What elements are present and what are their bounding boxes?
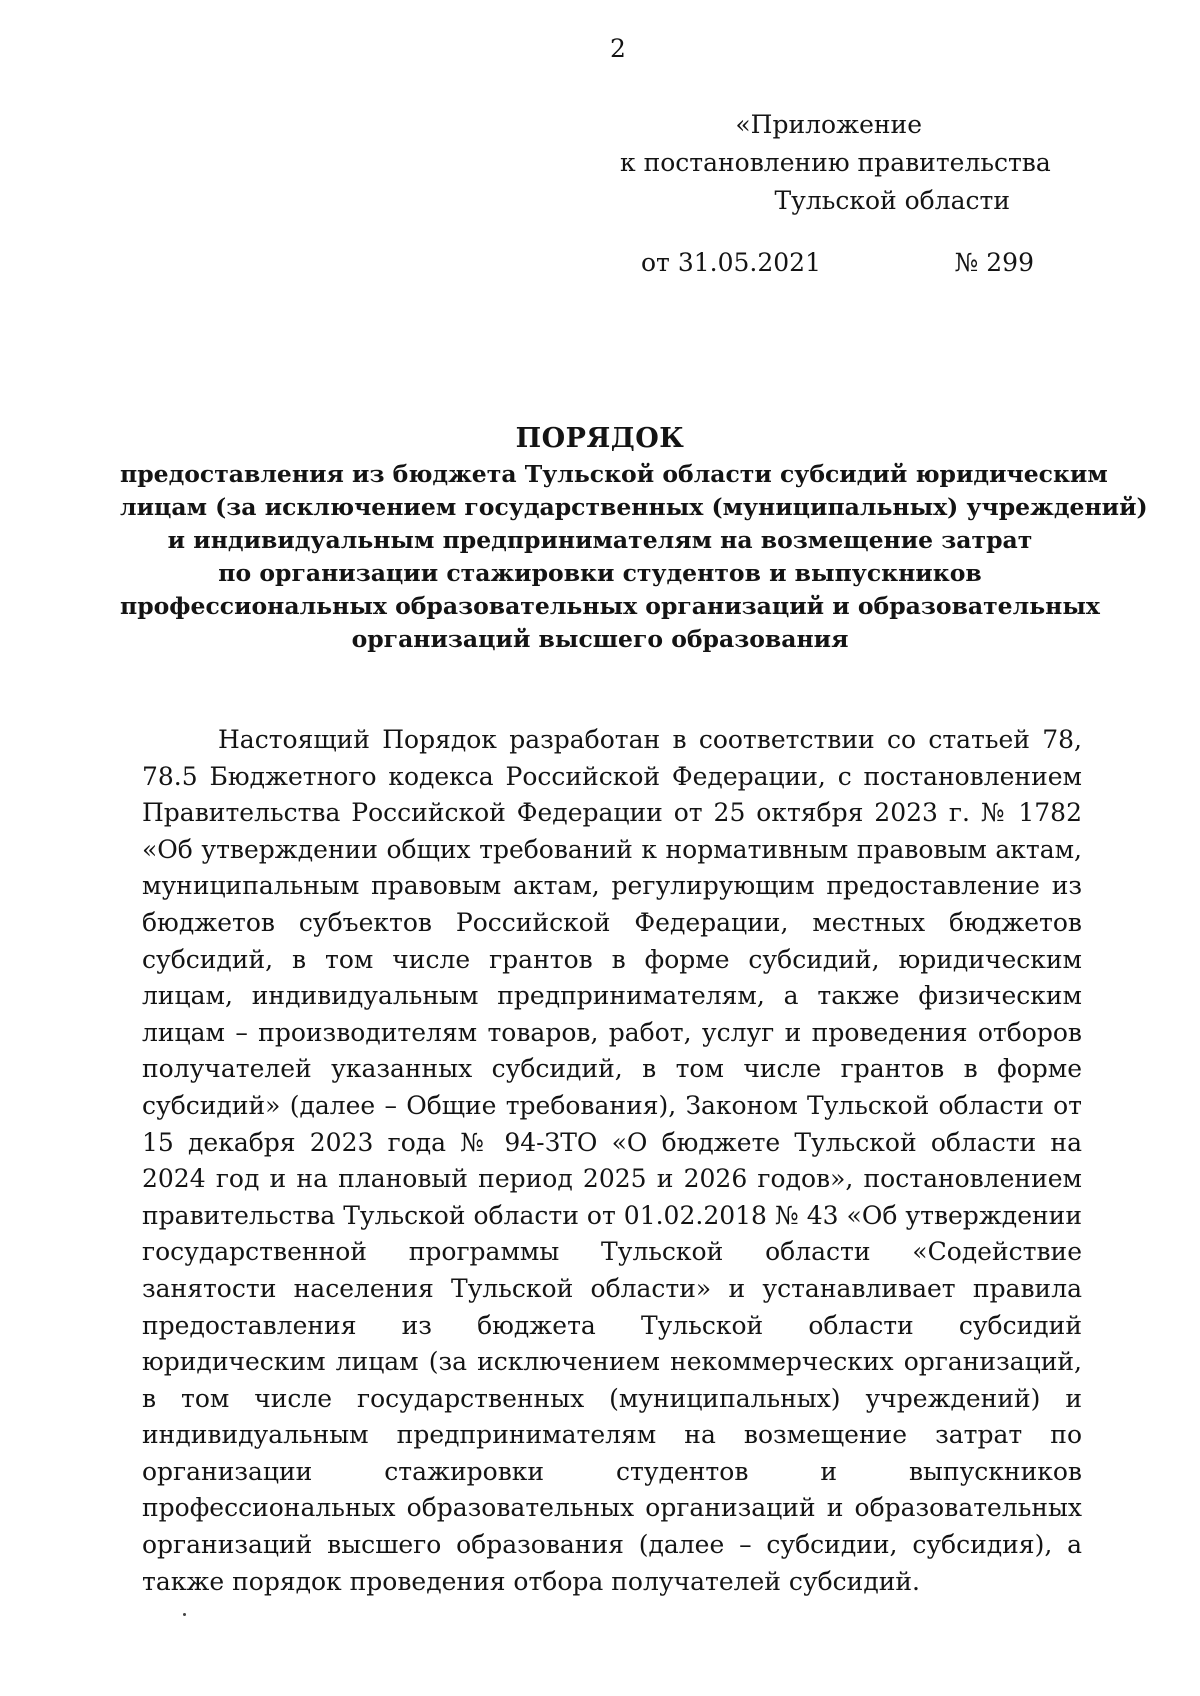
scan-speck <box>183 1613 186 1616</box>
appendix-header <box>620 106 1051 220</box>
document-title <box>120 420 1148 656</box>
appendix-line-1: «Приложение <box>735 110 922 139</box>
title-main: ПОРЯДОК <box>515 423 685 454</box>
title-line: организаций высшего образования <box>351 625 849 653</box>
title-line: профессиональных образовательных организаций и образовательных <box>120 592 1100 620</box>
appendix-line-3: Тульской области <box>774 186 1010 215</box>
title-line: лицам (за исключением государственных (муниципальных) учреждений) <box>120 493 1148 521</box>
title-line: по организации стажировки студентов и выпускников <box>218 559 982 587</box>
page-number: 2 <box>610 34 626 63</box>
title-line: и индивидуальным предпринимателям на возмещение затрат <box>167 526 1033 554</box>
body-paragraph: Настоящий Порядок разработан в соответствии со статьей 78, 78.5 Бюджетного кодекса Российской Федерации, с постановлением Правительства Российской Федерации от 25 октября 2023 г. № 1782 «Об утверждении общих требований к нормативным правовым актам, муниципальным правовым актам, регулирующим предоставление из бюджетов субъектов Российской Федерации, местных бюджетов субсидий, в том числе грантов в форме субсидий, юридическим лицам, индивидуальным предпринимателям, а также физическим лицам – производителям товаров, работ, услуг и проведения отборов получателей указанных субсидий, в том числе грантов в форме субсидий» (далее – Общие требования), Законом Тульской области от 15 декабря 2023 года № 94-ЗТО «О бюджете Тульской области на 2024 год и на плановый период 2025 и 2026 годов», постановлением правительства Тульской области от 01.02.2018 № 43 «Об утверждении государственной программы Тульской области «Содействие занятости населения Тульской области» и устанавливает правила предоставления из бюджета Тульской области субсидий юридическим лицам (за исключением некоммерческих организаций, в том числе государственных (муниципальных) учреждений) и индивидуальным предпринимателям на возмещение затрат по организации стажировки студентов и выпускников профессиональных образовательных организаций и образовательных организаций высшего образования (далее – субсидии, субсидия), а также порядок проведения отбора получателей субсидий. <box>142 725 1082 1596</box>
decree-date: от 31.05.2021 <box>641 248 821 277</box>
appendix-line-2: к постановлению правительства <box>620 148 1051 177</box>
decree-number: № 299 <box>954 248 1034 277</box>
title-line: предоставления из бюджета Тульской области субсидий юридическим <box>120 460 1108 488</box>
title-subtitle <box>120 458 1148 656</box>
